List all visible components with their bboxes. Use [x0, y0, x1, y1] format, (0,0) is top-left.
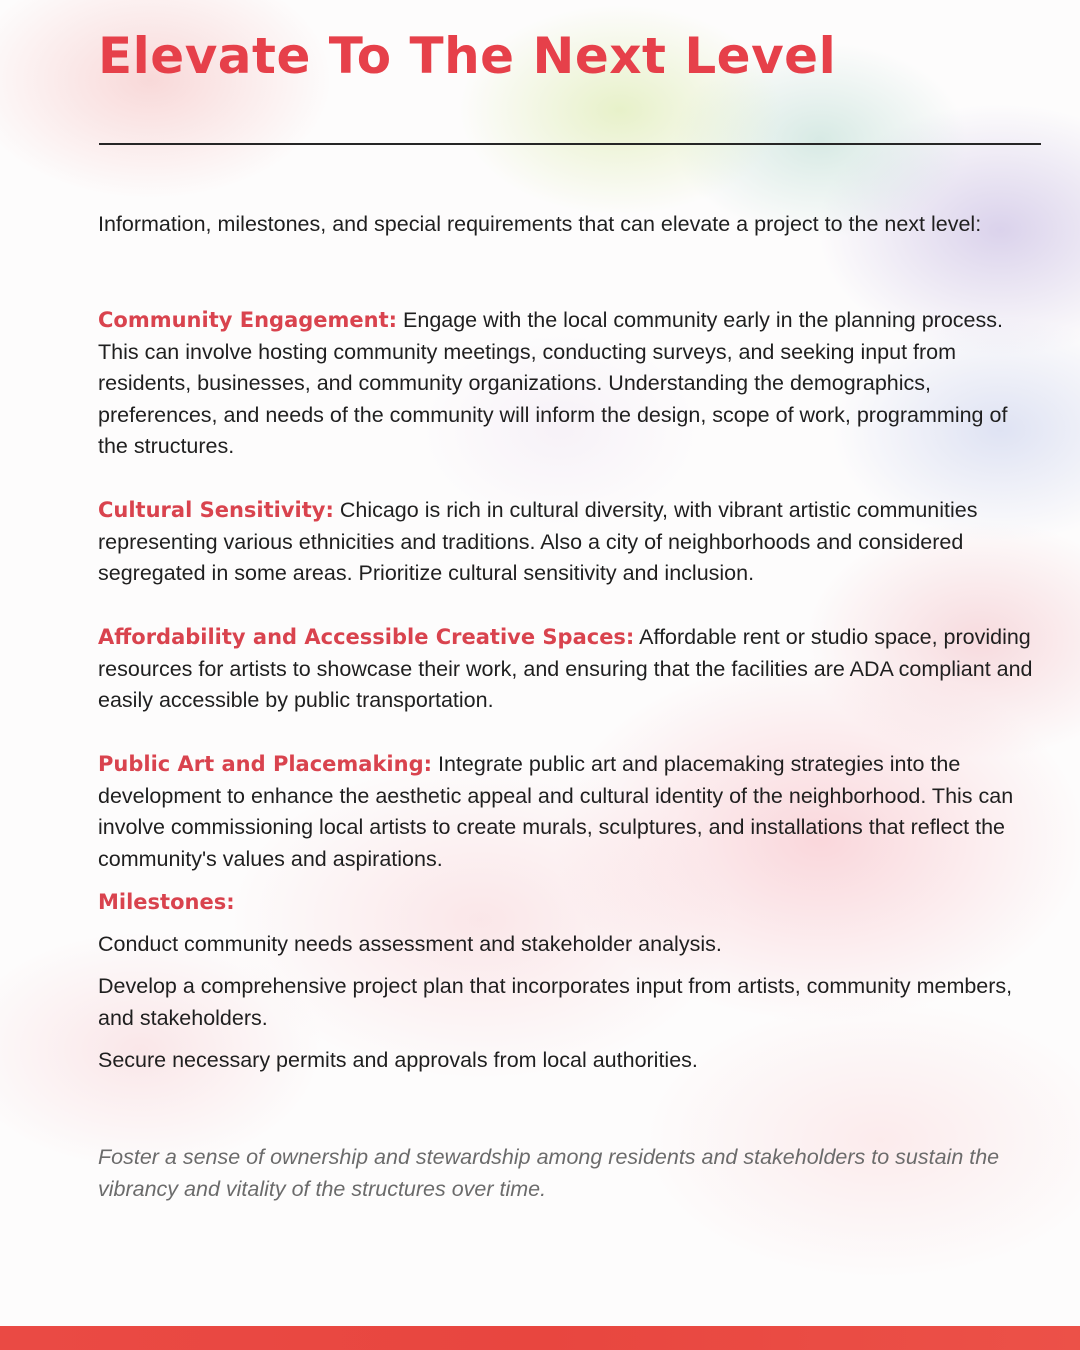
section-affordability	[98, 622, 1040, 717]
section-text: Engage with the local community early in the planning process. This can involve hosting community meetings, conducting surveys, and seeking input from residents, businesses, and community organizations. Understanding the demographics, preferences, and needs of the community will inform the design, scope of work, programming of the structures.	[98, 308, 1008, 458]
section-text: Integrate public art and placemaking strategies into the development to enhance the aesthetic appeal and cultural identity of the neighborhood. This can involve commissioning local artists to create murals, sculptures, and installations that reflect the community's values and aspirations.	[98, 752, 1014, 871]
section-text: Affordable rent or studio space, providing resources for artists to showcase their work, and ensuring that the facilities are ADA compliant and easily accessible by public transportation.	[98, 625, 1033, 712]
milestone-item: Secure necessary permits and approvals from local authorities.	[98, 1048, 698, 1072]
section-label: Affordability and Accessible Creative Spaces:	[98, 625, 635, 649]
section-public-art	[98, 749, 1040, 875]
section-cultural-sensitivity	[98, 495, 1040, 590]
milestone-item: Develop a comprehensive project plan that incorporates input from artists, community members, and stakeholders.	[98, 974, 1013, 1030]
closing-note: Foster a sense of ownership and stewardship among residents and stakeholders to sustain the vibrancy and vitality of the structures over time.	[98, 1145, 1000, 1201]
section-text: Chicago is rich in cultural diversity, with vibrant artistic communities representing various ethnicities and traditions. Also a city of neighborhoods and considered segregated in some areas. Prioritize cultural sensitivity and inclusion.	[98, 498, 978, 585]
section-label: Community Engagement:	[98, 308, 398, 332]
section-label: Cultural Sensitivity:	[98, 498, 334, 522]
section-label: Public Art and Placemaking:	[98, 752, 433, 776]
milestone-item: Conduct community needs assessment and stakeholder analysis.	[98, 932, 722, 956]
milestones-heading: Milestones:	[98, 890, 235, 914]
section-community-engagement	[98, 305, 1040, 463]
page-title: Elevate To The Next Level	[98, 27, 837, 85]
footer-bar	[0, 1326, 1080, 1350]
intro-paragraph: Information, milestones, and special requirements that can elevate a project to the next level:	[98, 212, 982, 236]
title-divider	[99, 143, 1041, 145]
